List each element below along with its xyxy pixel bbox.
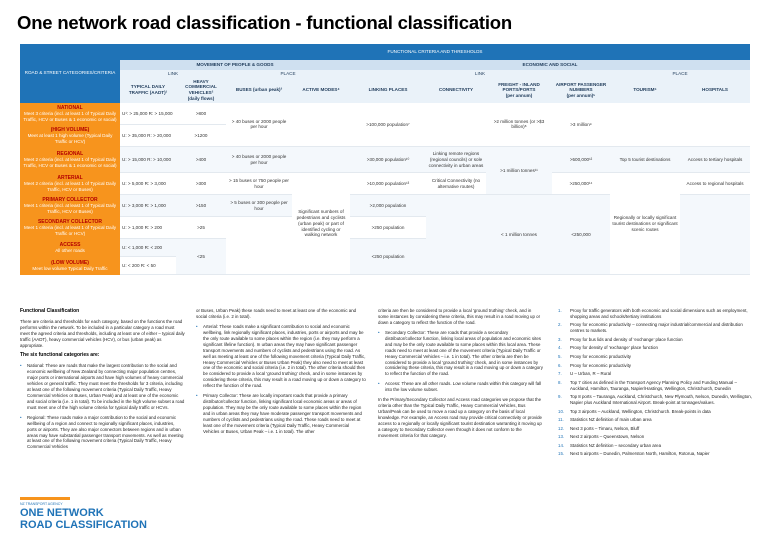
regional-active (292, 147, 350, 173)
collector-freight: < 1 million tonnes (486, 195, 552, 275)
arterial-hospitals: Access to regional hospitals (680, 173, 750, 195)
collector-airport: <250,000 (552, 195, 610, 275)
regional-bus: > 40 buses or 2000 people per hour (226, 147, 292, 173)
primary-bus: > 5 buses or 300 people per hour (226, 195, 292, 217)
col-header-freight: FREIGHT - INLAND PORTS/PORTS (per annum) (486, 78, 552, 103)
arterial-aadt: U: > 5,000 R: > 3,000 (120, 173, 176, 195)
section-heading: Functional Classification (20, 308, 80, 314)
link-header-1: LINK (120, 70, 226, 78)
footnote: 7. U – Urban, R – Rural (558, 371, 611, 377)
national-connectivity (426, 103, 486, 147)
classification-table (20, 44, 750, 275)
secondary-aadt: U: > 1,000 R: > 200 (120, 217, 176, 239)
secondary-collector-category: SECONDARY COLLECTOR Meet 1 criteria (incl. at least 1 of Typical Daily Traffic or HCV) (20, 217, 120, 239)
collector-connectivity (426, 195, 486, 275)
page-title: One network road classification - functional classification (17, 12, 513, 33)
movement-header: MOVEMENT OF PEOPLE & GOODS (120, 60, 350, 70)
arterial-category: ARTERIAL Meet 2 criteria (incl. at least 1 of Typical Daily Traffic, HCV or Buses) (20, 173, 120, 195)
regional-hcv: >400 (176, 147, 226, 173)
logo-line-1: ONE NETWORK (20, 507, 104, 519)
footnote: 3. Proxy for bus lids and density of ‘exchange’ place function (558, 336, 683, 342)
text-column-1 (20, 308, 185, 454)
footnote: 12. Next 3 ports – Timaru, Nelson, Bluff (558, 425, 640, 431)
footnote: 6. Proxy for economic productivity (558, 362, 632, 368)
primary-collector-category: PRIMARY COLLECTOR Meet 1 criteria (incl. at least 1 of Typical Daily Traffic, HCV or Buses) (20, 195, 120, 217)
footnote: 15. Next 5 airports – Dunedin, Palmerston North, Hamilton, Rotorua, Napier (558, 451, 710, 457)
col-header-airport: AIRPORT PASSENGER NUMBERS (per annum)⁵ (552, 78, 610, 103)
regional-category: REGIONAL Meet 2 criteria (incl. at least 1 of Typical Daily Traffic, HCV or Buses & 1 economic or social) (20, 147, 120, 173)
logo-bar (20, 497, 70, 500)
access-category: ACCESS All other roads (20, 239, 120, 257)
tourism-cell: Regionally or locally significant tourist destinations or significant scenic routes (610, 173, 680, 275)
primary-linking: >2,000 population (350, 195, 426, 217)
primary-continued: criteria are then be considered to provide a local ‘ground truthing’ check, and in some instances by considering these criteria, this may result in a road moving up or down a category to reflect the function of the road. (378, 308, 541, 325)
closing-paragraph: In the Primary/Secondary Collector and Access road categories we propose that the criteria other than the Typical Daily Traffic, Heavy Commercial Vehicles, Bus Urban/Peak can be used to move a road up a category on the basis of local knowledge. For example, an Access road may provide critical connectivity or provide access to a regionally or locally significant tourist destination warranting it moving up a category to Secondary Collector even through it does not conform to the movement criteria for that category. (378, 397, 542, 438)
arterial-description: • Arterial: These roads make a significant contribution to social and economic wellbeing, link regionally significant places, industries, ports or airports and may be the only route available to some places within the region (i.e. they may perform a significant lifeline function). In urban areas they may have significant passenger transport movements and numbers of cyclists and pedestrians using the road. As well as meeting at least one of the following movement criteria (Typical Daily Traffic, Heavy Commercial Vehicles or Buses Urban Peak) they also need to meet at least one of the economic and social criteria (i.e. 2 in total). The other criteria should then be considered to provide a local ‘ground truthing’ check, and in some instances by considering these criteria, this may result in a road moving up or down a category to reflect the function of the road. (196, 324, 366, 389)
primary-aadt: U: > 3,000 R: > 1,000 (120, 195, 176, 217)
arterial-hcv: >300 (176, 173, 226, 195)
regional-airport: >500,000¹² (552, 147, 610, 173)
footnote: 2. Proxy for economic productivity – connecting major industrial/commercial and distribution centres to markets. (558, 322, 743, 334)
col-header-hcv: HEAVY COMMERCIAL VEHICLES² (daily flows) (176, 78, 226, 103)
arterial-connectivity: Critical Connectivity (no alternative routes) (426, 173, 486, 195)
access-description: • Access: These are all other roads. Low volume roads within this category will fall into the low volume subset. (378, 381, 543, 393)
low-volume-category: (LOW VOLUME) Meet low volume Typical Daily Traffic (20, 257, 120, 275)
secondary-description: • Secondary Collector: These are roads that provide a secondary distributor/collector function, linking local areas of population and economic sites and may be the only route available to some places within this local area. These roads need to meet at least one of the movement criteria (Typical Daily Traffic or Heavy Commercial Vehicles – i.e. 1 in total). The other criteria are then be considered to provide a local ‘ground truthing’ check, and in some instances by considering these criteria, this may result in a road moving up or down a category to reflect the function of the road. (378, 330, 543, 378)
footnote: 13. Next 2 airports – Queenstown, Nelson (558, 434, 645, 440)
regional-tourism: Top 5 tourist destinations (610, 147, 680, 173)
economic-header: ECONOMIC AND SOCIAL (350, 60, 750, 70)
national-high-aadt: U: > 35,000 R: > 20,000 (120, 125, 176, 147)
access-aadt: U: < 1,000 R: < 200 (120, 239, 176, 257)
national-active (292, 103, 350, 147)
place-header-1: PLACE (226, 70, 350, 78)
national-linking: >100,000 population⁷ (350, 103, 426, 147)
secondary-linking: >250 population (350, 217, 426, 239)
row-label-header: ROAD & STREET CATEGORIES/CRITERIA (20, 44, 120, 103)
footnote: 10. Top 3 airports – Auckland, Wellington, Christchurch. Break-points in data (558, 408, 711, 414)
national-high-volume: (HIGH VOLUME) Meet at least 1 high volume (Typical Daily Traffic or HCV) (20, 125, 120, 147)
national-airport: >3 million⁹ (552, 103, 610, 147)
arterial-airport: >250,000¹⁴ (552, 173, 610, 195)
primary-hcv: >150 (176, 195, 226, 217)
six-categories-heading: The six functional categories are: (20, 352, 100, 359)
national-category: NATIONAL Meet 3 criteria (incl. at least 1 of Typical Daily Traffic, HCV or Buses & 1 economic or social) (20, 103, 120, 125)
regional-linking: >30,000 population¹⁰ (350, 147, 426, 173)
place-header-2: PLACE (610, 70, 750, 78)
col-header-connectivity: CONNECTIVITY (426, 78, 486, 103)
regional-aadt: U: > 15,000 R: > 10,000 (120, 147, 176, 173)
national-freight: >2 million tonnes (or >$3 billion)⁸ (486, 103, 552, 147)
footnote: 5. Proxy for economic productivity (558, 354, 632, 359)
footnote: 9. Top 8 ports – Tauranga, Auckland, Christchurch, New Plymouth, Nelson, Dunedin, Wellington, Napier plus Auckland International Airport. Break-point at tonnages/values. (558, 394, 752, 405)
low-volume-aadt: U: < 200 R: < 50 (120, 257, 176, 275)
footnote: 8. Top 7 cities as defined in the Transport Agency Planning Policy and Funding Manual – Auckland, Hamilton, Tauranga, Napier/Hastings, Wellington, Christchurch, Dunedin (558, 379, 737, 391)
intro-paragraph: There are criteria and thresholds for each category, based on the functions the road performs within the network. To be included in a particular category a road must meet the agreed criteria and thresholds, including at least one of either – typical daily traffic (AADT), heavy commercial vehicles (HCV), or bus (urban peak) as appropriate. (20, 318, 185, 348)
one-network-logo (20, 497, 147, 531)
col-header-hospitals: HOSPITALS (680, 78, 750, 103)
access-hcv: <25 (176, 239, 226, 275)
footnotes (558, 308, 753, 460)
col-header-aadt: TYPICAL DAILY TRAFFIC (AADT)¹ (120, 78, 176, 103)
collector-hospitals (680, 195, 750, 275)
footnote: 11. Statistics NZ definition of main urban area (558, 417, 652, 423)
footnote: 14. Statistics NZ definition – secondary urban area (558, 442, 662, 448)
national-description: • National: These are roads that make the largest contribution to the social and economic wellbeing of New Zealand by connecting major population centres, major ports or international airports and have high volumes of heavy commercial vehicles or general traffic. They must meet the thresholds for 3 criteria, including at least one of the following movement criteria (Typical Daily Traffic, Heavy Commercial Vehicles or Buses, Urban Peak) and at least one of the economic and social criteria (i.e. 1 in total). To be included in the high volume subset a road must meet one of the high volume criteria for typical daily traffic or HCVs. (20, 363, 185, 411)
national-hcv: >800 (176, 103, 226, 125)
primary-description: • Primary Collector: These are locally important roads that provide a primary distributor/collector function, linking significant local economic areas or areas of population. They may be the only route available to some places within the region and in urban areas they may have moderate passenger transport movements and numbers of cyclists and pedestrians using the road. These roads need to meet at least one of the movement criteria (Typical Daily Traffic, Heavy Commercial Vehicles or Buses, Urban Peak – i.e. 1 in total). The other (196, 393, 366, 435)
regional-description: • Regional: These roads make a major contribution to the social and economic wellbeing of a region and connect to regionally significant places, industries, ports or airports. They are also major connectors between regions and in urban areas may have substantial passenger transport movements. As well as meeting at least one of the following movement criteria (Typical Daily Traffic, Heavy Commercial Vehicles (20, 415, 185, 451)
col-header-active: ACTIVE MODES⁴ (292, 78, 350, 103)
arterial-bus: > 15 buses or 750 people per hour (226, 173, 292, 195)
logo-line-2: ROAD CLASSIFICATION (20, 518, 147, 531)
regional-freight: >1 million tonnes¹¹ (486, 147, 552, 195)
footnote: 4. Proxy for density of ‘exchange’ place function (558, 345, 658, 351)
footnote: 1. Proxy for traffic generators with both economic and social dimensions such as employment, shopping areas and schools/tertiary institutions (558, 308, 748, 319)
regional-connectivity: Linking remote regions (regional councils) or sole connectivity in urban areas (426, 147, 486, 173)
collector-bus (226, 217, 292, 275)
national-high-hcv: >1200 (176, 125, 226, 147)
national-tourism (610, 103, 680, 147)
text-column-2 (196, 308, 366, 439)
link-header-2: LINK (350, 70, 610, 78)
col-header-tourism: TOURISM⁶ (610, 78, 680, 103)
col-header-linking: LINKING PLACES (350, 78, 426, 103)
regional-continued: or Buses, Urban Peak) these roads need to meet at least one of the economic and social criteria (i.e. 2 in total). (196, 308, 357, 319)
national-aadt: U¹: > 25,000 R: > 15,000 (120, 103, 176, 125)
national-bus: > 40 buses or 2000 people per hour (226, 103, 292, 147)
arterial-linking: >10,000 population¹³ (350, 173, 426, 195)
regional-hospitals: Access to tertiary hospitals (680, 147, 750, 173)
active-modes-cell: Significant numbers of pedestrians and cyclists (urban peak) or part of identified cycling or walking network (292, 173, 350, 275)
national-hospitals (680, 103, 750, 147)
access-linking: <250 population (350, 239, 426, 275)
logo-agency: NZ TRANSPORT AGENCY (20, 502, 63, 506)
text-column-3 (378, 308, 543, 443)
functional-criteria-header: FUNCTIONAL CRITERIA AND THRESHOLDS (120, 44, 750, 60)
col-header-buses: BUSES (urban peak)³ (226, 78, 292, 103)
secondary-hcv: >25 (176, 217, 226, 239)
